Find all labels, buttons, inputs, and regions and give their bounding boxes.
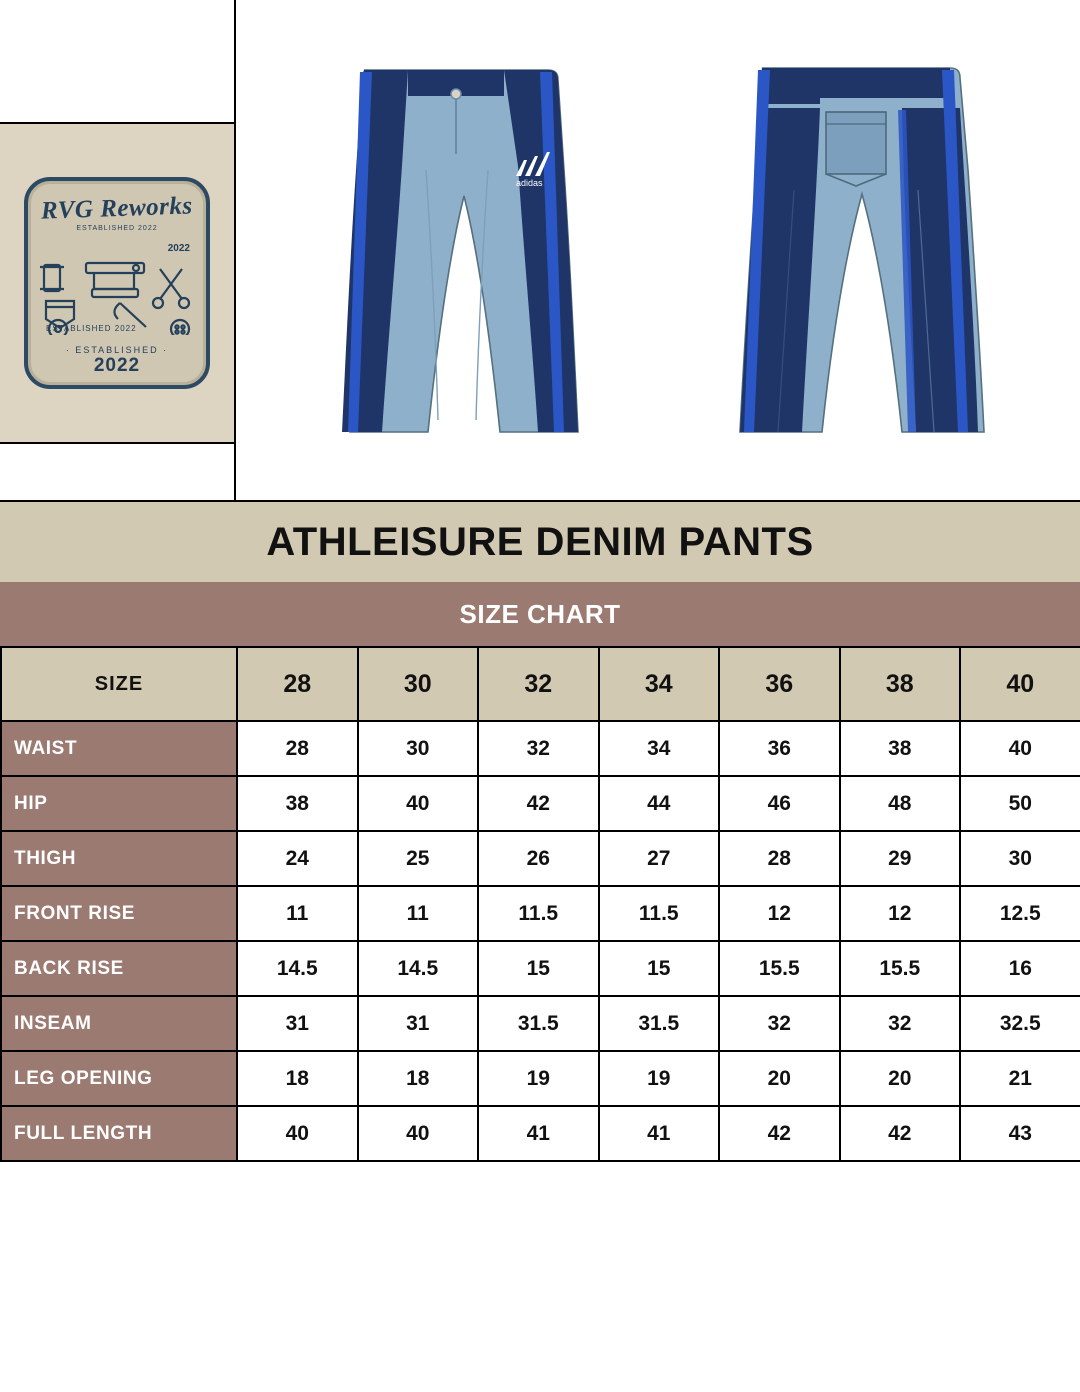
cell-hip-28: 38 [237,776,358,831]
cell-inseam-30: 31 [358,996,479,1051]
patch-year-small: 2022 [167,243,190,254]
cell-inseam-32: 31.5 [478,996,599,1051]
row-label-front-rise: FRONT RISE [1,886,237,941]
cell-front-rise-30: 11 [358,886,479,941]
cell-leg-opening-38: 20 [840,1051,961,1106]
product-photos [236,0,1080,500]
cell-full-length-30: 40 [358,1106,479,1161]
cell-leg-opening-40: 21 [960,1051,1080,1106]
table-row [1,886,1080,941]
table-row [1,1106,1080,1161]
brand-top-spacer [0,0,234,124]
cell-full-length-38: 42 [840,1106,961,1161]
patch-sewing-icons [28,255,206,335]
cell-inseam-36: 32 [719,996,840,1051]
cell-hip-30: 40 [358,776,479,831]
row-label-leg-opening: LEG OPENING [1,1051,237,1106]
patch-year: 2022 [93,355,141,376]
cell-hip-32: 42 [478,776,599,831]
table-row [1,941,1080,996]
cell-full-length-28: 40 [237,1106,358,1161]
svg-text:adidas: adidas [516,178,543,188]
header-cell-size-30: 30 [358,647,479,721]
cell-full-length-40: 43 [960,1106,1080,1161]
cell-front-rise-34: 11.5 [599,886,720,941]
row-label-inseam: INSEAM [1,996,237,1051]
cell-hip-36: 46 [719,776,840,831]
cell-thigh-40: 30 [960,831,1080,886]
cell-front-rise-28: 11 [237,886,358,941]
cell-waist-34: 34 [599,721,720,776]
patch-brand-name: RVG Reworks [40,192,194,225]
product-photo-back [666,50,1046,450]
cell-hip-40: 50 [960,776,1080,831]
cell-back-rise-32: 15 [478,941,599,996]
cell-back-rise-28: 14.5 [237,941,358,996]
cell-leg-opening-32: 19 [478,1051,599,1106]
header-cell-size-label: SIZE [1,647,237,721]
table-row [1,721,1080,776]
row-label-full-length: FULL LENGTH [1,1106,237,1161]
cell-thigh-32: 26 [478,831,599,886]
cell-waist-36: 36 [719,721,840,776]
patch-established-small: ESTABLISHED 2022 [46,324,137,333]
cell-inseam-38: 32 [840,996,961,1051]
table-row [1,1051,1080,1106]
header-cell-size-32: 32 [478,647,599,721]
product-photo-front [276,50,636,450]
brand-patch-container [0,124,234,444]
cell-leg-opening-30: 18 [358,1051,479,1106]
table-head [1,647,1080,721]
cell-waist-30: 30 [358,721,479,776]
table-row [1,831,1080,886]
size-chart-table [0,646,1080,1162]
cell-back-rise-30: 14.5 [358,941,479,996]
page-title: ATHLEISURE DENIM PANTS [266,519,814,564]
header-cell-size-36: 36 [719,647,840,721]
brand-column [0,0,236,500]
rvg-reworks-patch [24,177,210,389]
cell-front-rise-40: 12.5 [960,886,1080,941]
cell-inseam-40: 32.5 [960,996,1080,1051]
cell-leg-opening-28: 18 [237,1051,358,1106]
cell-waist-40: 40 [960,721,1080,776]
header-cell-size-40: 40 [960,647,1080,721]
cell-front-rise-32: 11.5 [478,886,599,941]
brand-bottom-spacer [0,444,234,500]
cell-leg-opening-36: 20 [719,1051,840,1106]
row-label-hip: HIP [1,776,237,831]
cell-hip-38: 48 [840,776,961,831]
title-band [0,500,1080,582]
subtitle-band [0,582,1080,646]
row-label-waist: WAIST [1,721,237,776]
cell-back-rise-36: 15.5 [719,941,840,996]
size-chart-subtitle: SIZE CHART [459,598,621,629]
row-label-thigh: THIGH [1,831,237,886]
header-cell-size-34: 34 [599,647,720,721]
cell-thigh-30: 25 [358,831,479,886]
cell-back-rise-38: 15.5 [840,941,961,996]
table-header-row [1,647,1080,721]
cell-thigh-28: 24 [237,831,358,886]
table-row [1,996,1080,1051]
cell-hip-34: 44 [599,776,720,831]
table-row [1,776,1080,831]
table-body [1,721,1080,1161]
cell-full-length-34: 41 [599,1106,720,1161]
row-label-back-rise: BACK RISE [1,941,237,996]
cell-waist-38: 38 [840,721,961,776]
header-cell-size-38: 38 [840,647,961,721]
cell-inseam-28: 31 [237,996,358,1051]
cell-back-rise-34: 15 [599,941,720,996]
cell-waist-32: 32 [478,721,599,776]
cell-thigh-36: 28 [719,831,840,886]
header-image-area [0,0,1080,500]
cell-front-rise-38: 12 [840,886,961,941]
patch-brand-subtext: ESTABLISHED 2022 [76,225,158,232]
cell-inseam-34: 31.5 [599,996,720,1051]
cell-front-rise-36: 12 [719,886,840,941]
patch-established-line: · ESTABLISHED · [65,345,169,355]
cell-full-length-36: 42 [719,1106,840,1161]
cell-back-rise-40: 16 [960,941,1080,996]
cell-leg-opening-34: 19 [599,1051,720,1106]
header-cell-size-28: 28 [237,647,358,721]
cell-waist-28: 28 [237,721,358,776]
cell-thigh-38: 29 [840,831,961,886]
cell-thigh-34: 27 [599,831,720,886]
cell-full-length-32: 41 [478,1106,599,1161]
